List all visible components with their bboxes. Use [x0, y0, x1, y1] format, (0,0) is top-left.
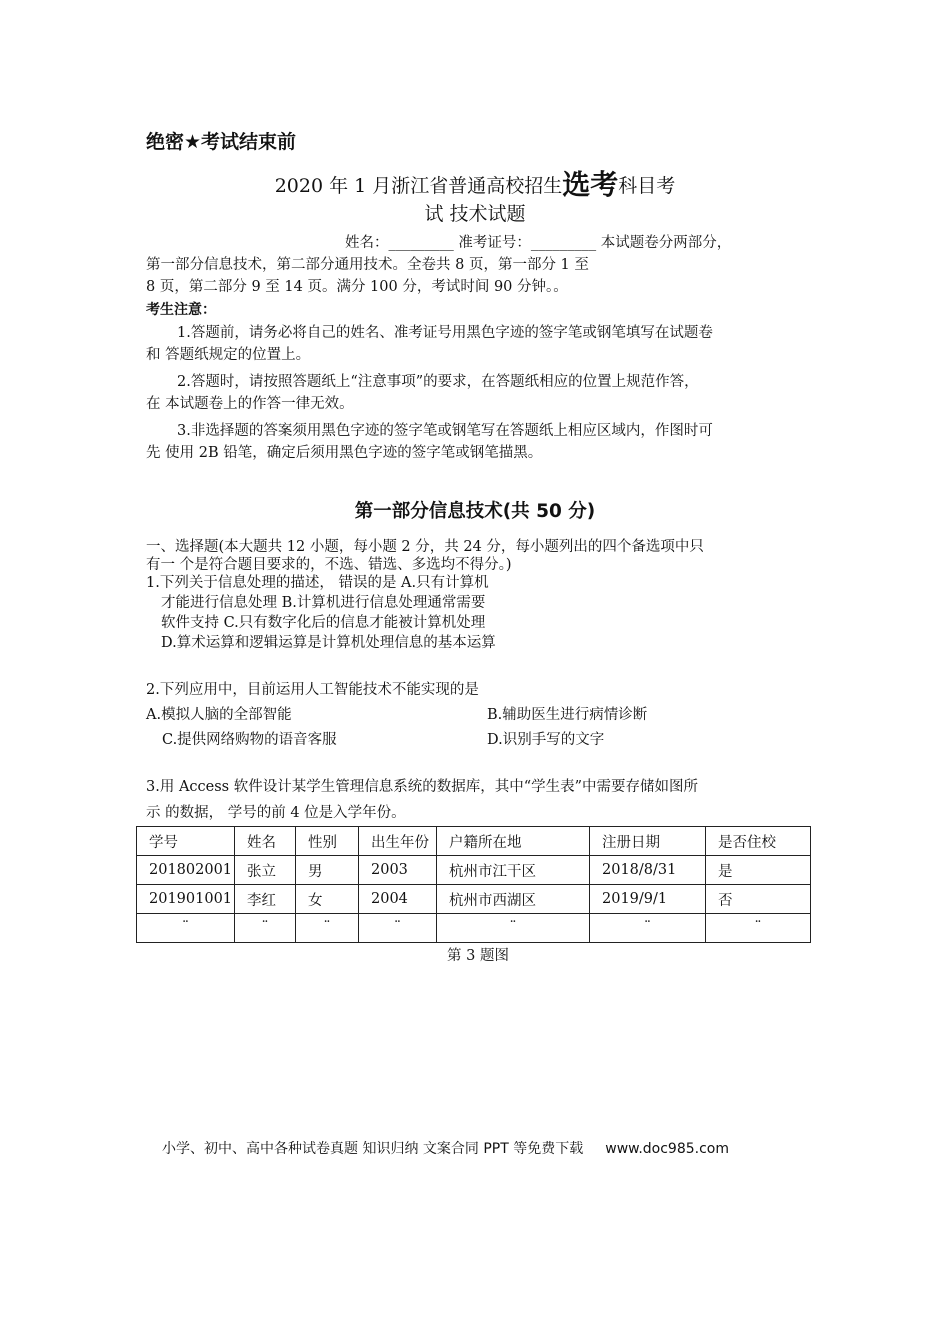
table-header-cell: 户籍所在地	[437, 827, 590, 856]
table-cell: 张立	[235, 856, 296, 885]
notice-item2-b: 在 本试题卷上的作答一律无效。	[146, 396, 354, 412]
table-cell: ¨	[235, 914, 296, 943]
table-cell: 男	[296, 856, 359, 885]
info-line1: 姓名：_________ 准考证号：_________ 本试题卷分两部分，	[345, 235, 732, 251]
table-cell: ¨	[437, 914, 590, 943]
part1-intro-b: 有一 个是符合题目要求的，不选、错选、多选均不得分。)	[146, 557, 512, 573]
table-header-cell: 注册日期	[590, 827, 706, 856]
notice-item1-a: 1.答题前，请务必将自己的姓名、准考证号用黑色字迹的签字笔或钢笔填写在试题卷	[177, 325, 713, 341]
table-cell: 是	[706, 856, 811, 885]
section-title: 第一部分信息技术(共 50 分)	[354, 501, 596, 522]
notice-item2-a: 2.答题时，请按照答题纸上“注意事项”的要求，在答题纸相应的位置上规范作答，	[177, 374, 699, 390]
table-cell: 2018/8/31	[590, 856, 706, 885]
info-line2: 第一部分信息技术，第二部分通用技术。全卷共 8 页，第一部分 1 至	[146, 257, 589, 273]
table-cell: 李红	[235, 885, 296, 914]
table-cell: ¨	[137, 914, 235, 943]
table-header-cell: 性别	[296, 827, 359, 856]
table-cell: 201802001	[137, 856, 235, 885]
q2-option-d: D.识别手写的文字	[487, 732, 605, 748]
table-cell: 杭州市江干区	[437, 856, 590, 885]
table-cell: ¨	[359, 914, 437, 943]
table-cell: ¨	[296, 914, 359, 943]
q2-option-c: C.提供网络购物的语音客服	[162, 732, 337, 748]
student-table	[136, 826, 811, 943]
q3-stem-a: 3.用 Access 软件设计某学生管理信息系统的数据库，其中“学生表”中需要存储如图所	[146, 779, 699, 795]
table-caption: 第 3 题图	[447, 948, 509, 964]
table-cell: 否	[706, 885, 811, 914]
part1-intro-a: 一、选择题(本大题共 12 小题，每小题 2 分，共 24 分，每小题列出的四个备选项中只	[146, 539, 704, 555]
table-header-cell: 是否住校	[706, 827, 811, 856]
table-header-cell: 出生年份	[359, 827, 437, 856]
footer-text: 小学、初中、高中各种试卷真题 知识归纳 文案合同 PPT 等免费下载	[162, 1141, 584, 1157]
q1-line-b: 才能进行信息处理 B.计算机进行信息处理通常需要	[161, 595, 486, 611]
q2-option-a: A.模拟人脑的全部智能	[146, 707, 292, 723]
footer	[162, 1138, 729, 1158]
notice-item1-b: 和 答题纸规定的位置上。	[146, 347, 311, 363]
table-header-row	[137, 827, 811, 856]
table-cell: ¨	[590, 914, 706, 943]
table-cell: ¨	[706, 914, 811, 943]
table-row	[137, 885, 811, 914]
table-row	[137, 856, 811, 885]
q1-line-a: 1.下列关于信息处理的描述， 错误的是 A.只有计算机	[146, 575, 489, 591]
q2-option-b: B.辅助医生进行病情诊断	[487, 707, 648, 723]
table-header-cell: 姓名	[235, 827, 296, 856]
notice-item3-b: 先 使用 2B 铅笔，确定后须用黑色字迹的签字笔或钢笔描黑。	[146, 445, 543, 461]
notice-heading: 考生注意：	[146, 302, 216, 318]
footer-url[interactable]: www.doc985.com	[605, 1141, 729, 1157]
exam-title-line2: 试 技术试题	[424, 203, 526, 225]
table-cell: 2004	[359, 885, 437, 914]
table-cell: 2003	[359, 856, 437, 885]
notice-item3-a: 3.非选择题的答案须用黑色字迹的签字笔或钢笔写在答题纸上相应区域内，作图时可	[177, 423, 713, 439]
title-big: 选考	[562, 168, 619, 201]
table-cell: 201901001	[137, 885, 235, 914]
q3-stem-b: 示 的数据， 学号的前 4 位是入学年份。	[146, 805, 406, 821]
q2-stem: 2.下列应用中，目前运用人工智能技术不能实现的是	[146, 682, 479, 698]
info-line3: 8 页，第二部分 9 至 14 页。满分 100 分，考试时间 90 分钟。。	[146, 279, 568, 295]
table-cell: 杭州市西湖区	[437, 885, 590, 914]
table-row	[137, 914, 811, 943]
title-pre: 2020 年 1 月浙江省普通高校招生	[274, 175, 563, 197]
q1-line-c: 软件支持 C.只有数字化后的信息才能被计算机处理	[161, 615, 486, 631]
exam-title-line1	[0, 163, 950, 203]
confidential-label: 绝密★考试结束前	[146, 131, 297, 153]
q1-line-d: D.算术运算和逻辑运算是计算机处理信息的基本运算	[161, 635, 496, 651]
title-post: 科目考	[618, 175, 676, 197]
table-header-cell: 学号	[137, 827, 235, 856]
table-cell: 女	[296, 885, 359, 914]
table-cell: 2019/9/1	[590, 885, 706, 914]
